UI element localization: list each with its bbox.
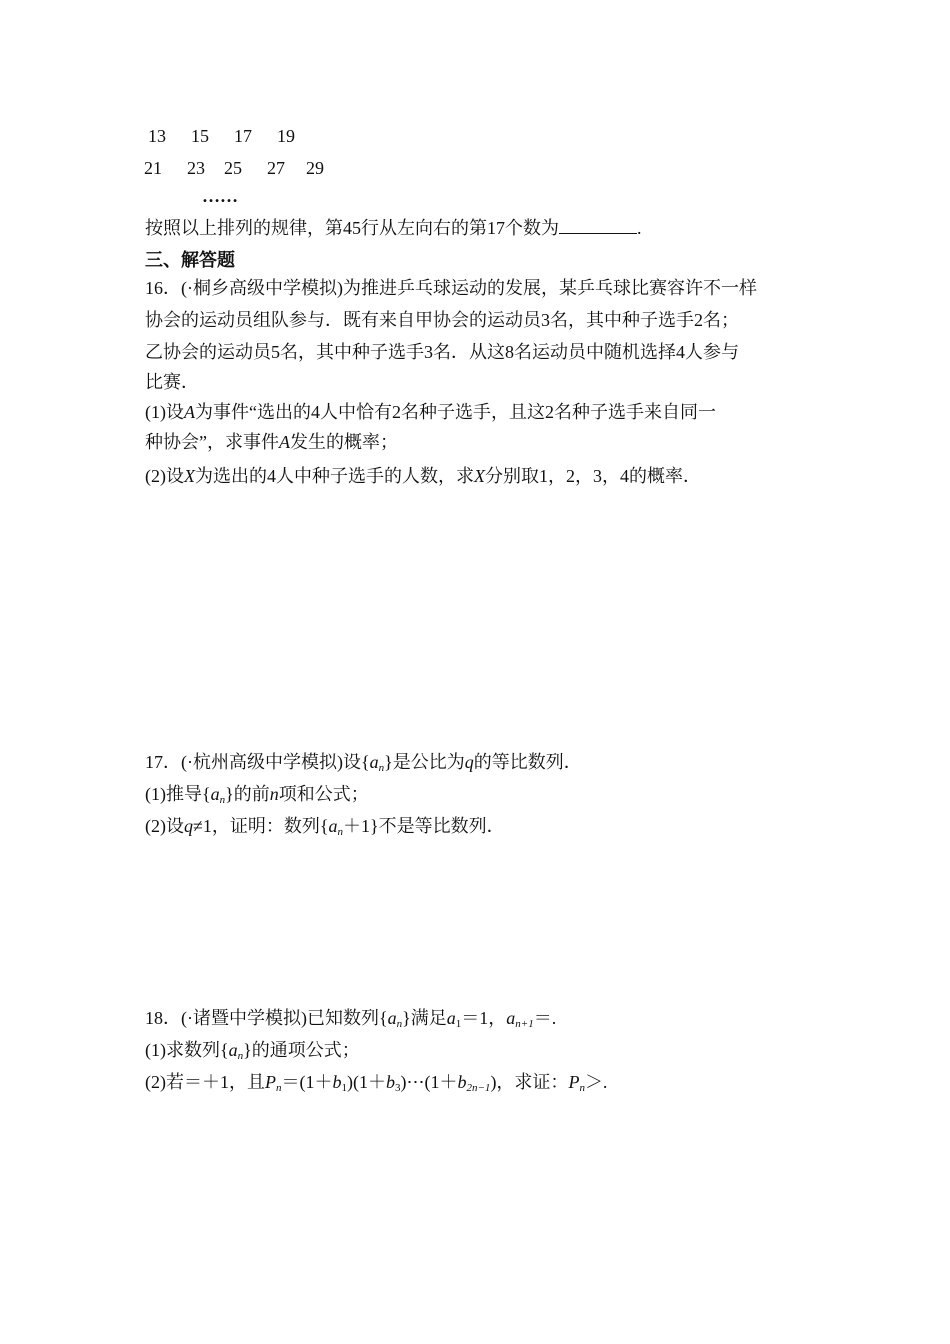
q16-part1-prefix: (1)设 [145,402,184,422]
q18-text: ＝. [533,1008,557,1028]
q16-part2-prefix: (2)设 [145,466,184,486]
q17-text: }的前 [225,784,270,804]
q17-text: (2)设 [145,816,184,836]
q16-line: 16．(·桐乡高级中学模拟)为推进乒乓球运动的发展，某乒乓球比赛容许不一样 [145,278,757,298]
q16-part1-text: 为事件“选出的4人中恰有2名种子选手，且这2名种子选手来自同一 [195,402,716,422]
math-subscript: n [378,762,385,774]
q17-line [145,750,582,774]
q18-text: (1)求数列{ [145,1040,229,1060]
math-var: b [386,1072,395,1092]
pyramid-number: 23 [187,158,205,178]
q17-text: ≠1，证明：数列{ [193,816,329,836]
answer-blank [559,217,637,234]
q18-text: ＞. [584,1072,608,1092]
q18-text: ＝1， [461,1008,507,1028]
pyramid-number: 29 [306,158,324,178]
math-subscript: n [219,794,226,806]
pyramid-number: 17 [234,126,252,146]
q16-part1-text: 种协会”，求事件 [145,432,279,452]
q17-text: ＋1}不是等比数列． [343,816,505,836]
math-var: A [279,432,290,452]
math-subscript: n [237,1050,244,1062]
pyramid-number: 27 [267,158,285,178]
pyramid-number: 25 [224,158,242,178]
math-var: a [369,752,379,772]
pyramid-number: 19 [277,126,295,146]
q18-part1 [145,1038,360,1062]
math-var: A [184,402,195,422]
q18-part2 [145,1070,607,1094]
math-var: a [446,1008,456,1028]
q17-text: 17．(·杭州高级中学模拟)设{ [145,752,370,772]
math-var: X [184,466,195,486]
math-var: a [506,1008,516,1028]
math-var: q [184,816,193,836]
pyramid-number: 21 [144,158,162,178]
q18-text: )，求证： [490,1072,569,1092]
pyramid-number: 15 [191,126,209,146]
q16-part2-text: 为选出的4人中种子选手的人数，求 [195,466,474,486]
math-var: b [457,1072,467,1092]
math-subscript: 1 [341,1082,347,1094]
math-subscript: n [337,826,344,838]
math-var: b [332,1072,342,1092]
q18-text: (2)若＝＋1，且 [145,1072,265,1092]
q18-text: }的通项公式； [243,1040,360,1060]
pyramid-number: 13 [148,126,166,146]
math-var: a [210,784,220,804]
math-subscript: n [276,1082,282,1094]
q18-text: ＝(1＋ [281,1072,333,1092]
q16-part2-text: 分别取1，2，3，4的概率． [485,466,701,486]
math-subscript: 3 [395,1082,401,1094]
q18-text: )(1＋ [347,1072,386,1092]
q15-period: . [637,218,642,238]
section-heading: 三、解答题 [145,250,235,270]
math-var: a [228,1040,238,1060]
q16-part1 [145,400,716,424]
math-var: a [387,1008,397,1028]
math-var: P [265,1072,276,1092]
q16-part1-cont [145,430,398,454]
q16-line: 比赛． [145,372,199,392]
q16-line: 协会的运动员组队参与．既有来自甲协会的运动员3名，其中种子选手2名； [145,310,739,330]
q18-line [145,1006,556,1030]
math-var: q [464,752,474,772]
math-subscript: 1 [455,1018,462,1030]
q15-text [145,216,642,240]
pyramid-ellipsis: …… [202,186,238,206]
q17-text: }是公比为 [384,752,465,772]
math-var: n [269,784,279,804]
q17-text: 项和公式； [278,784,369,804]
q18-text: 18．(·诸暨中学模拟)已知数列{ [145,1008,388,1028]
q17-part2 [145,814,505,838]
q17-text: (1)推导{ [145,784,211,804]
math-subscript: n+1 [515,1018,534,1030]
math-var: a [328,816,338,836]
q16-part1-text: 发生的概率； [290,432,398,452]
math-subscript: n [579,1082,585,1094]
q18-text: }满足 [402,1008,447,1028]
math-subscript: 2n−1 [466,1082,491,1094]
math-var: P [568,1072,580,1092]
q18-text: )⋯(1＋ [400,1072,458,1092]
q17-part1 [145,782,369,806]
q16-line: 乙协会的运动员5名，其中种子选手3名．从这8名运动员中随机选择4人参与 [145,342,739,362]
q17-text: 的等比数列． [473,752,582,772]
math-subscript: n [396,1018,403,1030]
q16-part2 [145,464,701,488]
math-var: X [474,466,485,486]
q15-prompt: 按照以上排列的规律，第45行从左向右的第17个数为 [145,218,559,238]
